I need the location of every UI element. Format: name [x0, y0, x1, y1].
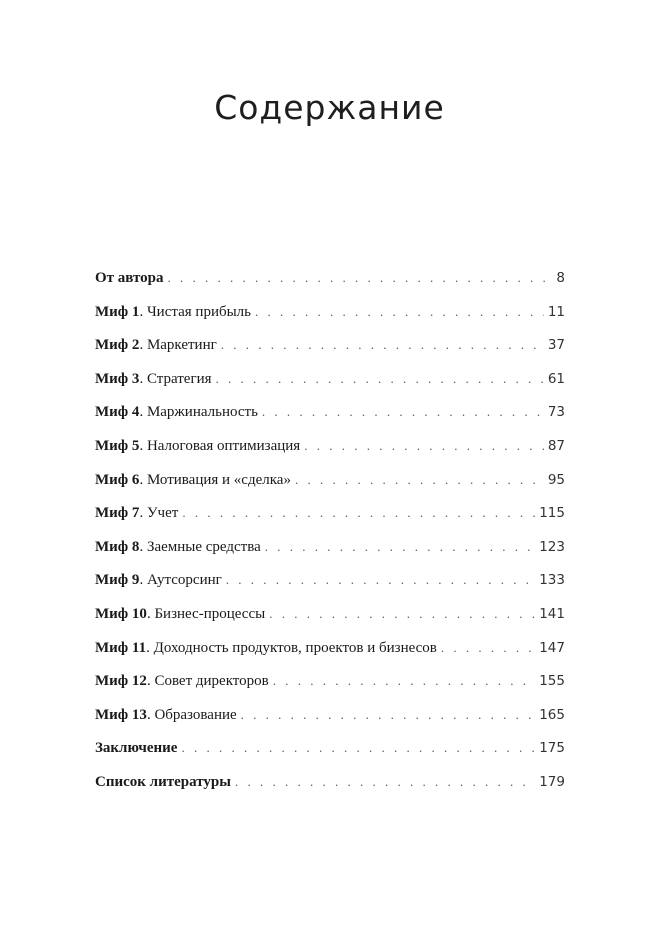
toc-page-number: 11	[547, 303, 565, 320]
toc-entry-label	[95, 404, 258, 421]
toc-entry-heading: Миф 10	[95, 605, 147, 622]
toc-entry-label	[95, 270, 164, 287]
toc-entry-label	[95, 505, 178, 522]
toc-entry-title: . Налоговая оптимизация	[139, 437, 301, 454]
dot-leader	[216, 371, 544, 387]
dot-leader	[168, 270, 553, 286]
toc-entry-label	[95, 572, 222, 589]
toc-entry-label	[95, 707, 237, 724]
toc-entry[interactable]	[95, 337, 565, 371]
toc-entry-heading: Миф 8	[95, 538, 140, 555]
toc-entry-title: . Чистая прибыль	[139, 303, 252, 320]
toc-entry-heading: Миф 13	[95, 706, 147, 723]
dot-leader	[262, 404, 544, 420]
toc-entry[interactable]	[95, 270, 565, 304]
dot-leader	[273, 673, 535, 689]
toc-entry-heading: Список литературы	[95, 773, 231, 790]
toc-entry-heading: Миф 12	[95, 673, 147, 690]
toc-entry-label	[95, 304, 251, 321]
toc-entry[interactable]	[95, 707, 565, 741]
toc-entry[interactable]	[95, 572, 565, 606]
toc-page-number: 147	[539, 639, 565, 656]
toc-entry[interactable]	[95, 606, 565, 640]
toc-entry-heading: Миф 2	[95, 337, 140, 354]
toc-entry[interactable]	[95, 505, 565, 539]
toc-page-number: 133	[539, 572, 565, 589]
dot-leader	[241, 707, 536, 723]
toc-entry[interactable]	[95, 472, 565, 506]
toc-entry[interactable]	[95, 640, 565, 674]
toc-entry[interactable]	[95, 371, 565, 405]
dot-leader	[182, 505, 535, 521]
toc-entry-heading: Миф 3	[95, 370, 140, 387]
toc-entry-heading: Миф 4	[95, 404, 140, 421]
toc-entry-label	[95, 640, 437, 657]
toc-entry-title: . Маркетинг	[139, 337, 217, 354]
toc-entry[interactable]	[95, 673, 565, 707]
toc-entry-title: . Мотивация и «сделка»	[139, 471, 291, 488]
toc-entry-title: . Стратегия	[139, 370, 212, 387]
table-of-contents	[95, 270, 565, 808]
dot-leader	[226, 572, 535, 588]
toc-entry-label	[95, 740, 177, 757]
toc-page-number: 175	[539, 740, 565, 757]
toc-entry[interactable]	[95, 304, 565, 338]
toc-entry[interactable]	[95, 539, 565, 573]
toc-page-number: 165	[539, 706, 565, 723]
toc-entry-heading: Миф 1	[95, 303, 140, 320]
toc-page-number: 115	[539, 505, 565, 522]
toc-entry-title: . Образование	[146, 706, 237, 723]
toc-entry-title: . Совет директоров	[146, 673, 269, 690]
toc-entry-label	[95, 539, 261, 556]
dot-leader	[441, 640, 535, 656]
toc-page-number: 123	[539, 538, 565, 555]
toc-entry-heading: Миф 11	[95, 639, 147, 656]
toc-entry-title: . Доходность продуктов, проектов и бизнесов	[146, 639, 437, 656]
toc-entry-label	[95, 371, 212, 388]
dot-leader	[221, 337, 544, 353]
toc-entry-heading: Миф 9	[95, 572, 140, 589]
toc-entry-heading: Миф 6	[95, 471, 140, 488]
toc-page-number: 95	[547, 471, 565, 488]
toc-entry-label	[95, 673, 269, 690]
toc-entry-title: . Учет	[139, 505, 179, 522]
toc-entry[interactable]	[95, 774, 565, 808]
toc-entry-label	[95, 606, 265, 623]
toc-page-number: 8	[556, 270, 565, 286]
toc-entry-heading: Заключение	[95, 740, 178, 757]
dot-leader	[255, 304, 544, 320]
toc-page-number: 37	[547, 337, 565, 354]
toc-entry-title: . Маржинальность	[139, 404, 258, 421]
toc-entry[interactable]	[95, 740, 565, 774]
toc-page-number: 73	[547, 404, 565, 421]
toc-entry-heading: От автора	[95, 270, 164, 286]
toc-entry-label	[95, 337, 217, 354]
toc-page-number: 61	[547, 370, 565, 387]
toc-page-number: 141	[539, 605, 565, 622]
toc-entry-title: . Аутсорсинг	[139, 572, 222, 589]
toc-entry-label	[95, 774, 231, 791]
dot-leader	[265, 539, 535, 555]
dot-leader	[181, 740, 535, 756]
toc-page-number: 179	[539, 773, 565, 790]
dot-leader	[295, 472, 544, 488]
dot-leader	[304, 438, 544, 454]
toc-entry-title: . Заемные средства	[139, 538, 261, 555]
toc-page-number: 87	[547, 437, 565, 454]
toc-entry-label	[95, 472, 291, 489]
dot-leader	[235, 774, 535, 790]
dot-leader	[269, 606, 535, 622]
toc-entry[interactable]	[95, 438, 565, 472]
page-title: Содержание	[214, 88, 445, 127]
toc-entry-label	[95, 438, 300, 455]
toc-entry[interactable]	[95, 404, 565, 438]
toc-entry-heading: Миф 7	[95, 505, 140, 522]
toc-entry-heading: Миф 5	[95, 437, 140, 454]
toc-entry-title: . Бизнес-процессы	[146, 605, 266, 622]
toc-page-number: 155	[539, 673, 565, 690]
